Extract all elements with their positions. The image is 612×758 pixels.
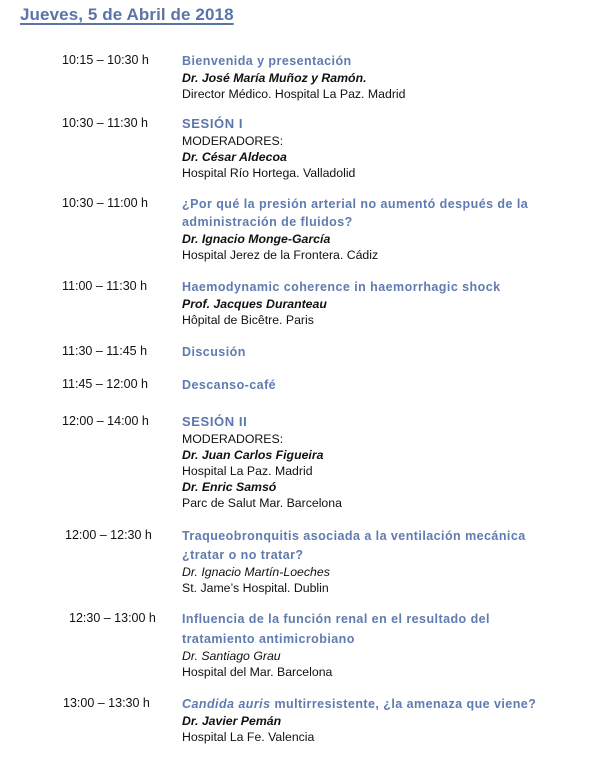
entry-content xyxy=(182,195,602,263)
entry-content xyxy=(182,52,602,102)
moderators-label: MODERADORES: xyxy=(182,432,284,446)
speaker-name: Dr. Ignacio Monge-García xyxy=(182,232,331,246)
entry-content xyxy=(182,695,602,745)
talk-title-line-2: ¿tratar o no tratar? xyxy=(182,548,304,562)
speaker-affiliation: St. Jame’s Hospital. Dublin xyxy=(182,581,329,595)
entry-time: 10:30 – 11:30 h xyxy=(62,116,148,130)
entry-time: 13:00 – 13:30 h xyxy=(63,696,150,710)
talk-title-rest: multirresistente, ¿la amenaza que viene? xyxy=(270,697,537,711)
entry-time: 11:30 – 11:45 h xyxy=(62,344,148,358)
entry-time: 11:00 – 11:30 h xyxy=(62,279,148,293)
entry-time: 10:30 – 11:00 h xyxy=(62,196,148,210)
speaker-affiliation: Hospital del Mar. Barcelona xyxy=(182,665,333,679)
speaker-name: Dr. Santiago Grau xyxy=(182,649,281,663)
talk-title-line-2: tratamiento antimicrobiano xyxy=(182,632,355,646)
entry-time: 12:30 – 13:00 h xyxy=(69,611,156,625)
talk-title: Descanso-café xyxy=(182,378,277,392)
session-title: SESIÓN I xyxy=(182,116,244,131)
entry-content xyxy=(182,527,602,596)
moderator-affiliation: Hospital La Paz. Madrid xyxy=(182,464,313,478)
talk-title: Bienvenida y presentación xyxy=(182,54,352,68)
entry-content xyxy=(182,376,602,394)
speaker-affiliation: Hôpital de Bicêtre. Paris xyxy=(182,313,314,327)
talk-title-line-1: ¿Por qué la presión arterial no aumentó después de la xyxy=(182,197,529,211)
session-title: SESIÓN II xyxy=(182,414,248,429)
talk-title xyxy=(182,695,602,713)
entry-content xyxy=(182,413,602,511)
talk-title-italic: Candida auris xyxy=(182,697,271,711)
entry-time: 12:00 – 12:30 h xyxy=(65,528,152,542)
moderator-name: Dr. Juan Carlos Figueira xyxy=(182,448,324,462)
moderator-name: Dr. César Aldecoa xyxy=(182,150,287,164)
talk-title: Haemodynamic coherence in haemorrhagic shock xyxy=(182,280,501,294)
entry-content xyxy=(182,278,602,328)
speaker-affiliation: Hospital La Fe. Valencia xyxy=(182,730,315,744)
speaker-affiliation: Director Médico. Hospital La Paz. Madrid xyxy=(182,87,406,101)
entry-time: 12:00 – 14:00 h xyxy=(62,414,149,428)
moderator-name: Dr. Enric Samsó xyxy=(182,480,277,494)
entry-time: 11:45 – 12:00 h xyxy=(62,377,148,391)
entry-content xyxy=(182,343,602,361)
page-title: Jueves, 5 de Abril de 2018 xyxy=(20,5,234,24)
speaker-name: Dr. José María Muñoz y Ramón. xyxy=(182,71,367,85)
speaker-affiliation: Hospital Jerez de la Frontera. Cádiz xyxy=(182,248,379,262)
talk-title-line-1: Influencia de la función renal en el resultado del xyxy=(182,612,490,626)
talk-title-line-1: Traqueobronquitis asociada a la ventilación mecánica xyxy=(182,529,526,543)
talk-title: Discusión xyxy=(182,345,246,359)
moderator-affiliation: Hospital Río Hortega. Valladolid xyxy=(182,166,356,180)
entry-time: 10:15 – 10:30 h xyxy=(62,53,149,67)
entry-content xyxy=(182,610,602,680)
speaker-name: Dr. Javier Pemán xyxy=(182,714,282,728)
moderator-affiliation: Parc de Salut Mar. Barcelona xyxy=(182,496,342,510)
speaker-name: Dr. Ignacio Martín-Loeches xyxy=(182,565,330,579)
talk-title-line-2: administración de fluidos? xyxy=(182,215,353,229)
entry-content xyxy=(182,115,602,181)
speaker-name: Prof. Jacques Duranteau xyxy=(182,297,327,311)
moderators-label: MODERADORES: xyxy=(182,134,284,148)
